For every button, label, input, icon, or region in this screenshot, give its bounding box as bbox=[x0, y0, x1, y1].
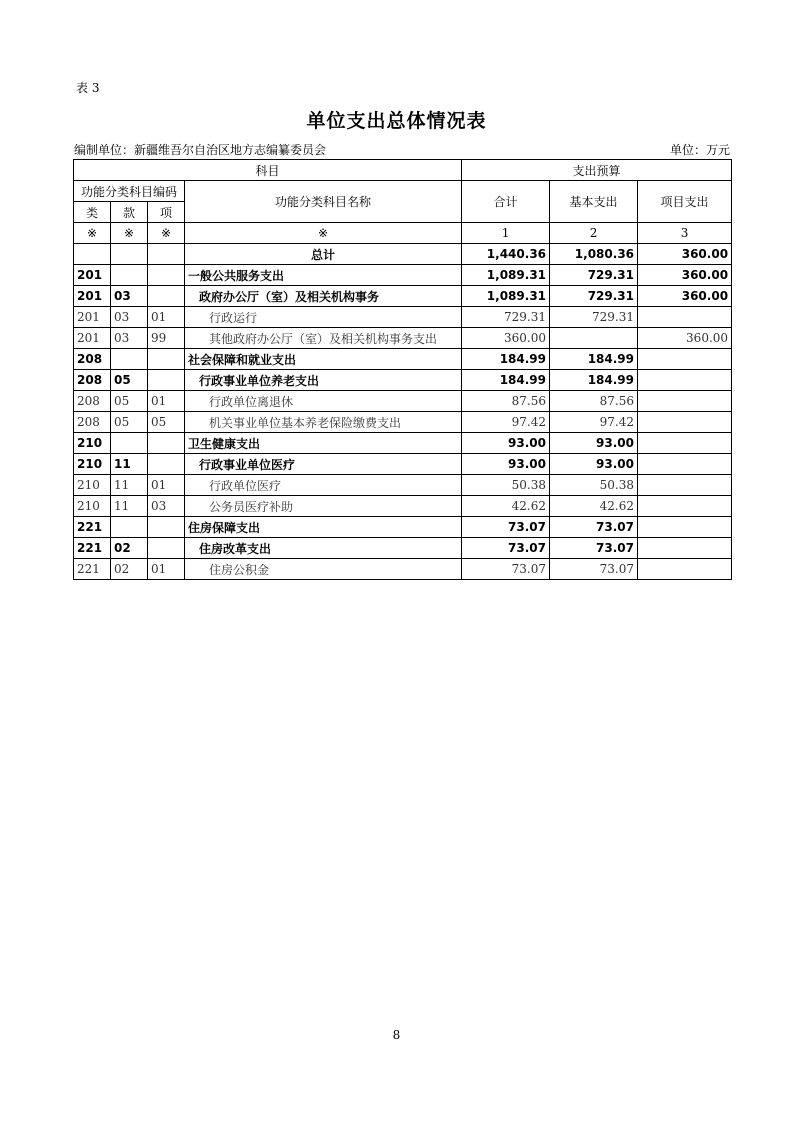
header-subject: 科目 bbox=[74, 160, 462, 181]
table-row bbox=[74, 370, 732, 391]
col-number: 2 bbox=[550, 223, 638, 244]
subject-name-cell: 行政运行 bbox=[185, 307, 462, 328]
project-cell bbox=[638, 412, 732, 433]
code-item-cell: 03 bbox=[111, 286, 148, 307]
total-row bbox=[74, 244, 732, 265]
page-title: 单位支出总体情况表 bbox=[306, 110, 487, 132]
code-subitem-cell bbox=[148, 517, 185, 538]
code-class-cell: 208 bbox=[74, 412, 111, 433]
code-subitem-cell bbox=[148, 265, 185, 286]
subject-name-cell: 政府办公厅（室）及相关机构事务 bbox=[185, 286, 462, 307]
header-class: 类 bbox=[74, 202, 111, 223]
code-class-cell: 221 bbox=[74, 559, 111, 580]
code-subitem-cell bbox=[148, 370, 185, 391]
page-number: 8 bbox=[392, 1028, 401, 1042]
code-class-cell: 208 bbox=[74, 370, 111, 391]
total-cell: 93.00 bbox=[462, 454, 550, 475]
header-project: 项目支出 bbox=[638, 181, 732, 223]
header-total: 合计 bbox=[462, 181, 550, 223]
code-class-cell: 208 bbox=[74, 391, 111, 412]
subject-name-cell: 行政事业单位养老支出 bbox=[185, 370, 462, 391]
header-name: 功能分类科目名称 bbox=[185, 181, 462, 223]
meta-row bbox=[74, 141, 730, 158]
table-row bbox=[74, 475, 732, 496]
code-class-cell: 210 bbox=[74, 496, 111, 517]
code-item-cell bbox=[111, 433, 148, 454]
code-subitem-cell bbox=[148, 349, 185, 370]
code-item-cell: 11 bbox=[111, 475, 148, 496]
project-cell bbox=[638, 517, 732, 538]
code-class-cell: 221 bbox=[74, 538, 111, 559]
basic-cell: 50.38 bbox=[550, 475, 638, 496]
table-row bbox=[74, 349, 732, 370]
subject-name-cell: 卫生健康支出 bbox=[185, 433, 462, 454]
code-subitem-cell: 99 bbox=[148, 328, 185, 349]
code-subitem-cell: 03 bbox=[148, 496, 185, 517]
project-cell bbox=[638, 433, 732, 454]
project-cell bbox=[638, 454, 732, 475]
table-row bbox=[74, 454, 732, 475]
project-cell bbox=[638, 349, 732, 370]
code-subitem-cell: 01 bbox=[148, 307, 185, 328]
table-row bbox=[74, 265, 732, 286]
project-cell: 360.00 bbox=[638, 265, 732, 286]
basic-cell: 184.99 bbox=[550, 349, 638, 370]
header-subitem: 项 bbox=[148, 202, 185, 223]
total-cell: 360.00 bbox=[462, 328, 550, 349]
basic-cell bbox=[550, 328, 638, 349]
table-row bbox=[74, 328, 732, 349]
header-row-1 bbox=[74, 160, 732, 181]
project-cell bbox=[638, 307, 732, 328]
subject-name-cell: 一般公共服务支出 bbox=[185, 265, 462, 286]
code-item-cell: 11 bbox=[111, 496, 148, 517]
total-cell: 87.56 bbox=[462, 391, 550, 412]
table-row bbox=[74, 517, 732, 538]
subject-name-cell: 住房改革支出 bbox=[185, 538, 462, 559]
total-cell: 73.07 bbox=[462, 538, 550, 559]
code-class-cell: 201 bbox=[74, 286, 111, 307]
basic-cell: 93.00 bbox=[550, 454, 638, 475]
code-subitem-cell bbox=[148, 454, 185, 475]
table-row bbox=[74, 307, 732, 328]
subject-name-cell: 其他政府办公厅（室）及相关机构事务支出 bbox=[185, 328, 462, 349]
total-basic: 1,080.36 bbox=[550, 244, 638, 265]
unit-currency: 单位：万元 bbox=[669, 143, 730, 157]
project-cell: 360.00 bbox=[638, 328, 732, 349]
total-label: 总计 bbox=[185, 244, 462, 265]
project-cell bbox=[638, 370, 732, 391]
basic-cell: 729.31 bbox=[550, 307, 638, 328]
table-row bbox=[74, 412, 732, 433]
code-subitem-cell bbox=[148, 433, 185, 454]
total-cell: 50.38 bbox=[462, 475, 550, 496]
code-subitem-cell: 01 bbox=[148, 391, 185, 412]
code-item-cell: 11 bbox=[111, 454, 148, 475]
code-class-cell: 201 bbox=[74, 328, 111, 349]
basic-cell: 729.31 bbox=[550, 286, 638, 307]
total-cell: 1,089.31 bbox=[462, 286, 550, 307]
basic-cell: 73.07 bbox=[550, 517, 638, 538]
code-item-cell: 03 bbox=[111, 328, 148, 349]
total-cell: 1,089.31 bbox=[462, 265, 550, 286]
subject-name-cell: 行政单位离退休 bbox=[185, 391, 462, 412]
code-subitem-cell bbox=[148, 538, 185, 559]
total-cell: 184.99 bbox=[462, 370, 550, 391]
basic-cell: 93.00 bbox=[550, 433, 638, 454]
code-item-cell: 05 bbox=[111, 370, 148, 391]
subject-name-cell: 行政单位医疗 bbox=[185, 475, 462, 496]
header-row-4 bbox=[74, 223, 732, 244]
code-item-cell: 05 bbox=[111, 412, 148, 433]
code-class-cell: 201 bbox=[74, 307, 111, 328]
subject-name-cell: 社会保障和就业支出 bbox=[185, 349, 462, 370]
code-item-cell: 02 bbox=[111, 538, 148, 559]
mark-cell: ※ bbox=[111, 223, 148, 244]
total-cell: 93.00 bbox=[462, 433, 550, 454]
total-project: 360.00 bbox=[638, 244, 732, 265]
basic-cell: 73.07 bbox=[550, 559, 638, 580]
table-row bbox=[74, 496, 732, 517]
total-cell: 184.99 bbox=[462, 349, 550, 370]
basic-cell: 42.62 bbox=[550, 496, 638, 517]
code-class-cell: 221 bbox=[74, 517, 111, 538]
mark-cell: ※ bbox=[74, 223, 111, 244]
total-cell: 42.62 bbox=[462, 496, 550, 517]
table-row bbox=[74, 538, 732, 559]
total-cell: 73.07 bbox=[462, 517, 550, 538]
header-code-group: 功能分类科目编码 bbox=[74, 181, 185, 202]
subject-name-cell: 公务员医疗补助 bbox=[185, 496, 462, 517]
header-item: 款 bbox=[111, 202, 148, 223]
project-cell bbox=[638, 496, 732, 517]
code-class-cell: 208 bbox=[74, 349, 111, 370]
code-item-cell bbox=[111, 517, 148, 538]
project-cell bbox=[638, 538, 732, 559]
subject-name-cell: 住房保障支出 bbox=[185, 517, 462, 538]
total-cell: 97.42 bbox=[462, 412, 550, 433]
table-row bbox=[74, 286, 732, 307]
col-number: 1 bbox=[462, 223, 550, 244]
subject-name-cell: 住房公积金 bbox=[185, 559, 462, 580]
unit-org: 编制单位：新疆维吾尔自治区地方志编纂委员会 bbox=[74, 143, 327, 157]
col-number: 3 bbox=[638, 223, 732, 244]
code-class-cell: 210 bbox=[74, 433, 111, 454]
basic-cell: 87.56 bbox=[550, 391, 638, 412]
code-class-cell: 210 bbox=[74, 454, 111, 475]
mark-cell: ※ bbox=[185, 223, 462, 244]
header-budget: 支出预算 bbox=[462, 160, 732, 181]
project-cell bbox=[638, 475, 732, 496]
code-subitem-cell: 01 bbox=[148, 559, 185, 580]
code-subitem-cell bbox=[148, 286, 185, 307]
total-cell: 729.31 bbox=[462, 307, 550, 328]
subject-name-cell: 行政事业单位医疗 bbox=[185, 454, 462, 475]
project-cell: 360.00 bbox=[638, 286, 732, 307]
table-row bbox=[74, 391, 732, 412]
basic-cell: 184.99 bbox=[550, 370, 638, 391]
code-class-cell: 201 bbox=[74, 265, 111, 286]
table-row bbox=[74, 559, 732, 580]
code-item-cell bbox=[111, 349, 148, 370]
mark-cell: ※ bbox=[148, 223, 185, 244]
project-cell bbox=[638, 391, 732, 412]
code-class-cell: 210 bbox=[74, 475, 111, 496]
project-cell bbox=[638, 559, 732, 580]
basic-cell: 729.31 bbox=[550, 265, 638, 286]
code-item-cell: 02 bbox=[111, 559, 148, 580]
header-row-2 bbox=[74, 181, 732, 202]
table-row bbox=[74, 433, 732, 454]
basic-cell: 97.42 bbox=[550, 412, 638, 433]
code-subitem-cell: 01 bbox=[148, 475, 185, 496]
code-item-cell: 05 bbox=[111, 391, 148, 412]
code-subitem-cell: 05 bbox=[148, 412, 185, 433]
header-basic: 基本支出 bbox=[550, 181, 638, 223]
code-item-cell bbox=[111, 265, 148, 286]
total-cell: 73.07 bbox=[462, 559, 550, 580]
total-sum: 1,440.36 bbox=[462, 244, 550, 265]
basic-cell: 73.07 bbox=[550, 538, 638, 559]
table-label: 表 3 bbox=[76, 81, 100, 95]
code-item-cell: 03 bbox=[111, 307, 148, 328]
budget-table bbox=[73, 159, 732, 580]
subject-name-cell: 机关事业单位基本养老保险缴费支出 bbox=[185, 412, 462, 433]
